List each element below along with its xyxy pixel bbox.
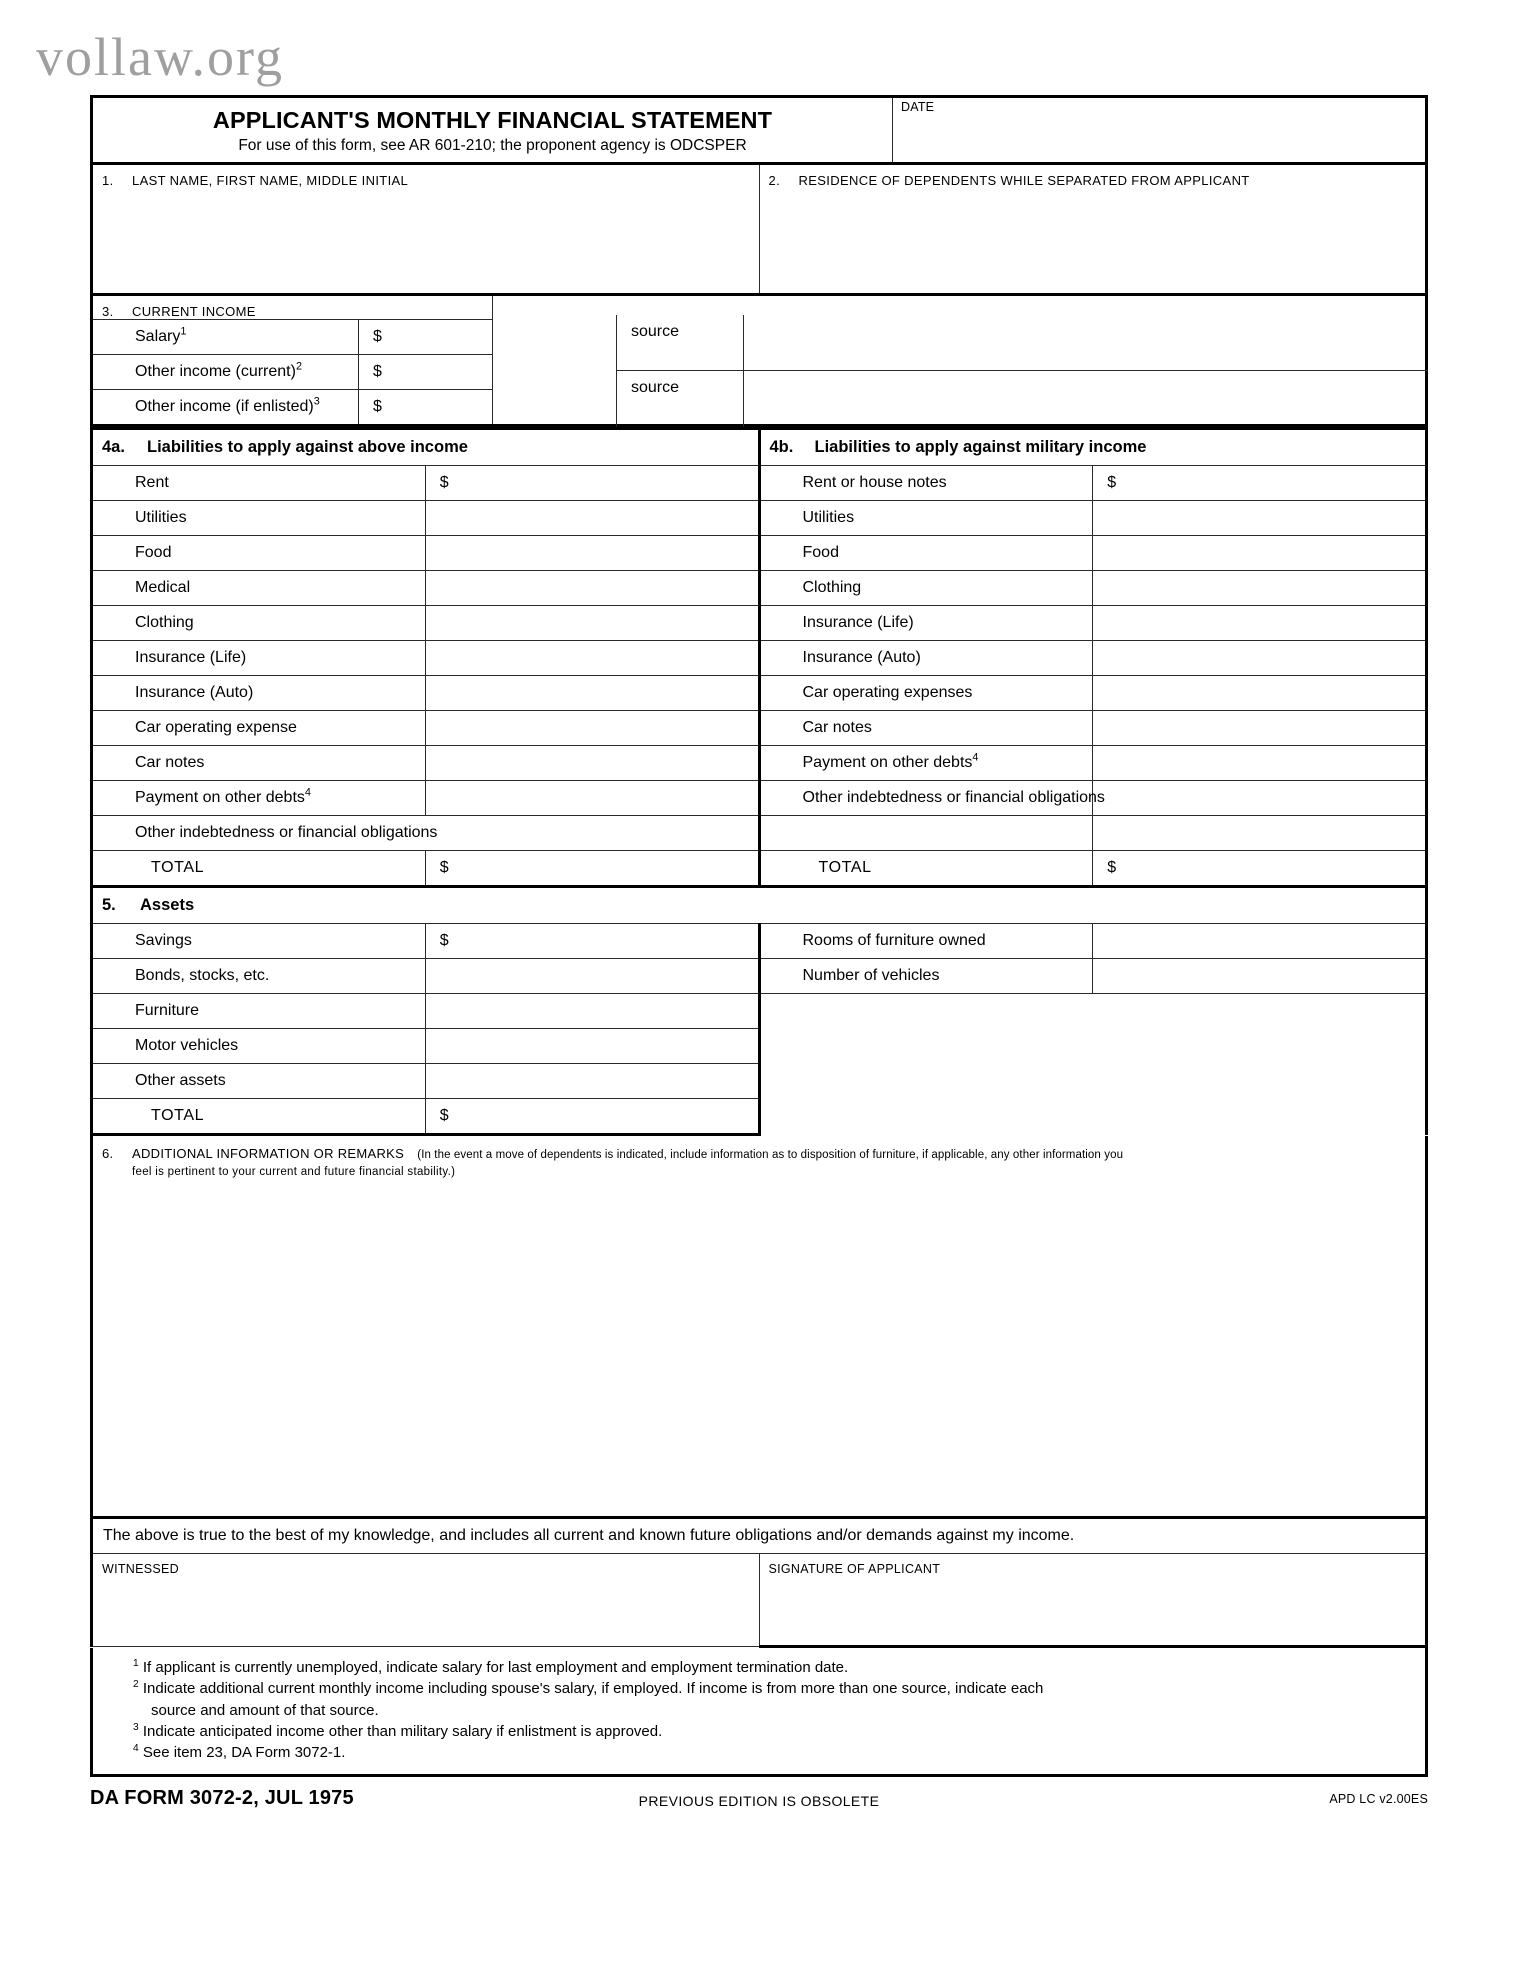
- liab-right-amount[interactable]: [1093, 816, 1427, 851]
- row-label: Car operating expenses: [802, 684, 973, 702]
- row-label: Utilities: [802, 509, 855, 527]
- liab-right-amount[interactable]: [1093, 746, 1427, 781]
- row-label: Car operating expense: [135, 719, 297, 737]
- liab-left-label: [92, 606, 426, 641]
- liab-row-7: [92, 676, 1427, 711]
- dollar-sign: $: [1107, 859, 1117, 877]
- total-label: TOTAL: [151, 1107, 205, 1125]
- income-amount-cell[interactable]: [359, 320, 493, 355]
- header-row: [92, 97, 1427, 164]
- row-label: Furniture: [135, 1002, 200, 1020]
- income-label-cell: [92, 320, 359, 355]
- assets-row-3: [92, 994, 1427, 1029]
- row-label: Other income (if enlisted)$^3$: [135, 395, 320, 416]
- row-label: Other assets: [135, 1072, 226, 1090]
- attestation-row: [92, 1518, 1427, 1554]
- row-label: Utilities: [135, 509, 187, 527]
- asset-total-amount[interactable]: [425, 1099, 759, 1135]
- item3-header-row: [92, 295, 1427, 320]
- row-label: Clothing: [802, 579, 862, 597]
- date-label: DATE: [901, 100, 935, 114]
- item4b-header: [759, 429, 1427, 466]
- row-label: Car notes: [135, 754, 205, 772]
- dollar-sign: $: [373, 363, 382, 381]
- assets-table: [90, 888, 1428, 1136]
- asset-amount[interactable]: [425, 959, 759, 994]
- liab-left-amount[interactable]: [425, 606, 759, 641]
- liab-right-amount[interactable]: [1093, 536, 1427, 571]
- witnessed-field[interactable]: [92, 1554, 760, 1647]
- assets-row-2: [92, 959, 1427, 994]
- asset-label: [92, 959, 426, 994]
- asset-total-label: [92, 1099, 426, 1135]
- dollar-sign: $: [439, 474, 449, 492]
- liab-left-amount[interactable]: [425, 781, 759, 816]
- liab-left-label: [92, 571, 426, 606]
- income-amount-cell[interactable]: [359, 355, 493, 390]
- row-label: Rent or house notes: [802, 474, 947, 492]
- dollar-sign: $: [373, 328, 382, 346]
- liab-row-5: [92, 606, 1427, 641]
- asset-right-value[interactable]: [1093, 959, 1427, 994]
- previous-edition-label: PREVIOUS EDITION IS OBSOLETE: [638, 1792, 880, 1809]
- liab-left-amount[interactable]: [425, 501, 759, 536]
- assets-right-blank: [759, 994, 1427, 1135]
- form-id-label: DA FORM 3072-2, JUL 1975: [90, 1786, 354, 1809]
- item4b-caption: 4b. Liabilities to apply against military income: [769, 438, 1147, 457]
- row-label: [761, 816, 1093, 832]
- liab-total-row: [92, 851, 1427, 887]
- row-label: Insurance (Auto): [135, 684, 254, 702]
- source-label: source: [631, 379, 680, 397]
- asset-amount[interactable]: [425, 1064, 759, 1099]
- item1-item2-row: [92, 164, 1427, 295]
- income-label-cell: [92, 390, 359, 426]
- liab-left-total-amount[interactable]: [425, 851, 759, 887]
- asset-label: [92, 1064, 426, 1099]
- liab-left-label: [92, 466, 426, 501]
- dependents-residence-field[interactable]: [759, 164, 1427, 295]
- liab-left-amount[interactable]: [425, 746, 759, 781]
- liab-right-amount[interactable]: [1093, 781, 1427, 816]
- liab-row-10: [92, 781, 1427, 816]
- liab-right-amount[interactable]: [1093, 676, 1427, 711]
- item3-caption: 3. CURRENT INCOME: [102, 304, 256, 320]
- total-label: TOTAL: [818, 859, 872, 877]
- page-title: APPLICANT'S MONTHLY FINANCIAL STATEMENT: [212, 107, 773, 133]
- liab-row-3: [92, 536, 1427, 571]
- item4a-header: [92, 429, 760, 466]
- item2-caption: 2. RESIDENCE OF DEPENDENTS WHILE SEPARATED FROM APPLICANT: [768, 173, 1250, 189]
- asset-amount[interactable]: [425, 1029, 759, 1064]
- row-label: Payment on other debts$^4$: [135, 786, 311, 807]
- witnessed-label: WITNESSED: [102, 1562, 180, 1577]
- income-amount-cell[interactable]: [359, 390, 493, 426]
- liab-left-label: [92, 711, 426, 746]
- liab-right-label: [759, 536, 1093, 571]
- dollar-sign: $: [439, 932, 449, 950]
- liab-right-amount[interactable]: [1093, 711, 1427, 746]
- liab-row-6: [92, 641, 1427, 676]
- row-label: Number of vehicles: [802, 967, 940, 985]
- row-label: Bonds, stocks, etc.: [135, 967, 270, 985]
- row-label: Car notes: [802, 719, 872, 737]
- liab-right-amount[interactable]: [1093, 501, 1427, 536]
- liab-left-amount[interactable]: [425, 571, 759, 606]
- signature-row: [92, 1554, 1427, 1647]
- footnote-3: $^3$ Indicate anticipated income other than military salary if enlistment is approved.: [133, 1721, 663, 1740]
- row-label: Other indebtedness or financial obligations: [802, 789, 1105, 807]
- date-field[interactable]: [893, 97, 1427, 164]
- footnote-2: $^2$ Indicate additional current monthly income including spouse's salary, if employed. If income is from more than one source, indicate each source and amount of that source.: [133, 1679, 1044, 1719]
- liab-row-4: [92, 571, 1427, 606]
- row-label: Medical: [135, 579, 191, 597]
- asset-right-value[interactable]: [1093, 924, 1427, 959]
- liab-left-label: [92, 501, 426, 536]
- footnotes-row: [92, 1648, 1427, 1775]
- liab-row-9: [92, 746, 1427, 781]
- liab-right-label: [759, 676, 1093, 711]
- remarks-table: [90, 1136, 1428, 1516]
- form-table: [90, 95, 1428, 427]
- remarks-row: [92, 1136, 1427, 1516]
- remarks-field[interactable]: [92, 1136, 1427, 1516]
- liab-row-11: [92, 816, 1427, 851]
- liab-right-label[interactable]: [759, 816, 1093, 851]
- liab-left-label: [92, 641, 426, 676]
- liab-right-label: [759, 641, 1093, 676]
- dollar-sign: $: [439, 1107, 449, 1125]
- liab-row-8: [92, 711, 1427, 746]
- income-label-cell: [92, 355, 359, 390]
- dollar-sign: $: [373, 398, 382, 416]
- asset-right-label: [759, 959, 1093, 994]
- item3-header: [92, 295, 493, 320]
- liab-right-label: [759, 781, 1105, 816]
- dollar-sign: $: [439, 859, 449, 877]
- item5-header-row: [92, 888, 1427, 924]
- item3-right-blank: [492, 295, 1427, 426]
- liab-left-amount[interactable]: [425, 676, 759, 711]
- row-label: Salary$^1$: [135, 325, 187, 346]
- liab-right-amount[interactable]: [1093, 641, 1427, 676]
- row-label: Other income (current)$^2$: [135, 360, 302, 381]
- total-label: TOTAL: [151, 859, 205, 877]
- attestation-cell: [92, 1518, 1427, 1554]
- footnotes-cell: [92, 1648, 1427, 1775]
- row-label: Payment on other debts$^4$: [802, 751, 979, 772]
- footnote-4: $^4$ See item 23, DA Form 3072-1.: [133, 1743, 346, 1762]
- liab-left-label: [92, 781, 426, 816]
- liab-right-label: [759, 746, 1093, 781]
- form-page: [90, 95, 1428, 1823]
- liab-right-label: [759, 571, 1093, 606]
- row-label: Food: [135, 544, 172, 562]
- row-label: Rent: [135, 474, 169, 492]
- dollar-sign: $: [1107, 474, 1117, 492]
- asset-right-label: [759, 924, 1093, 959]
- item1-caption: 1. LAST NAME, FIRST NAME, MIDDLE INITIAL: [102, 173, 409, 189]
- asset-label: [92, 1029, 426, 1064]
- attestation-table: [90, 1516, 1428, 1648]
- liab-left-amount[interactable]: [425, 711, 759, 746]
- footnotes-table: [90, 1648, 1428, 1776]
- item4a-caption: 4a. Liabilities to apply against above income: [102, 438, 468, 457]
- liab-right-amount[interactable]: [1093, 606, 1427, 641]
- attestation-text: The above is true to the best of my knowledge, and includes all current and known future obligations and/or demands against my income.: [103, 1527, 1075, 1545]
- row-label: Insurance (Auto): [802, 649, 921, 667]
- watermark-vollaw: vollaw.org: [36, 27, 284, 87]
- liabilities-table: [90, 427, 1428, 888]
- liab-right-total-amount[interactable]: [1093, 851, 1427, 887]
- liab-right-label: [759, 466, 1093, 501]
- row-label: Other indebtedness or financial obligations: [135, 824, 438, 842]
- item5-caption: 5. Assets: [102, 896, 195, 915]
- liab-right-label: [759, 606, 1093, 641]
- liab-left-amount[interactable]: [425, 466, 759, 501]
- item5-header: [92, 888, 1427, 924]
- page-footer: [90, 1783, 1428, 1823]
- assets-row-1: [92, 924, 1427, 959]
- asset-label: [92, 994, 426, 1029]
- liab-right-total-label: [759, 851, 1093, 887]
- liab-right-amount[interactable]: [1093, 571, 1427, 606]
- row-label: Insurance (Life): [802, 614, 914, 632]
- source-label: source: [631, 323, 680, 341]
- liab-left-amount[interactable]: [425, 641, 759, 676]
- asset-label: [92, 924, 426, 959]
- signature-label: SIGNATURE OF APPLICANT: [768, 1562, 941, 1577]
- liab-left-label-wide: [92, 816, 760, 851]
- liab-left-label: [92, 746, 426, 781]
- liab-row-2: [92, 501, 1427, 536]
- liabilities-headers-row: [92, 429, 1427, 466]
- last-name-field[interactable]: [92, 164, 760, 295]
- row-label: Food: [802, 544, 839, 562]
- item6-caption: 6. ADDITIONAL INFORMATION OR REMARKS (In the event a move of dependents is indicated, include information as to disposition of furniture, if applicable, any other information you feel is pertinent to your current and future financial stability.): [102, 1146, 1124, 1178]
- row-label: Motor vehicles: [135, 1037, 239, 1055]
- applicant-signature-field[interactable]: [759, 1554, 1427, 1647]
- footnote-1: $^1$ If applicant is currently unemployed, indicate salary for last employment and employment termination date.: [133, 1658, 849, 1677]
- page-subtitle: For use of this form, see AR 601-210; the proponent agency is ODCSPER: [238, 137, 747, 155]
- liab-right-label: [759, 711, 1093, 746]
- asset-amount[interactable]: [425, 924, 759, 959]
- liab-left-label: [92, 676, 426, 711]
- asset-amount[interactable]: [425, 994, 759, 1029]
- row-label: Insurance (Life): [135, 649, 247, 667]
- liab-row-1: [92, 466, 1427, 501]
- liab-left-total-label: [92, 851, 426, 887]
- liab-right-amount[interactable]: [1093, 466, 1427, 501]
- apd-version-label: APD LC v2.00ES: [1329, 1791, 1428, 1806]
- row-label: Rooms of furniture owned: [802, 932, 986, 950]
- liab-left-label: [92, 536, 426, 571]
- row-label: Clothing: [135, 614, 194, 632]
- row-label: Savings: [135, 932, 192, 950]
- liab-left-amount[interactable]: [425, 536, 759, 571]
- liab-right-label: [759, 501, 1093, 536]
